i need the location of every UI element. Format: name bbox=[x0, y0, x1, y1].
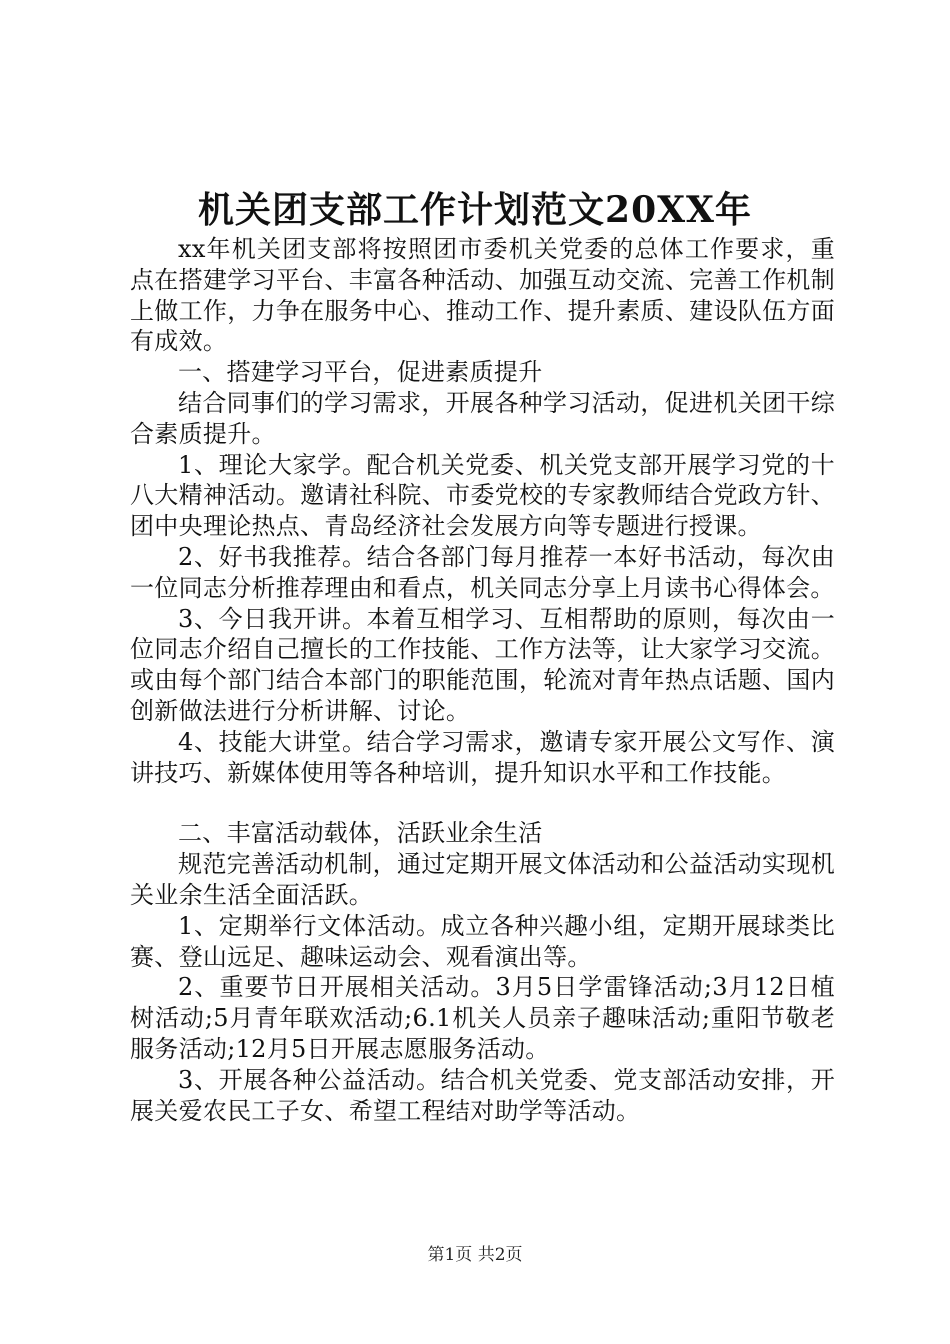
section-2-item-1: 1、定期举行文体活动。成立各种兴趣小组，定期开展球类比赛、登山远足、趣味运动会、观看演出等。 bbox=[130, 911, 835, 971]
page-footer: 第1页 共2页 bbox=[427, 1245, 523, 1265]
document-title: 机关团支部工作计划范文20XX年 bbox=[198, 189, 752, 231]
section-1-item-3: 3、今日我开讲。本着互相学习、互相帮助的原则，每次由一位同志介绍自己擅长的工作技能、工作方法等，让大家学习交流。或由每个部门结合本部门的职能范围，轮流对青年热点话题、国内创新做法进行分析讲解、讨论。 bbox=[130, 604, 835, 725]
section-2-item-2: 2、重要节日开展相关活动。3月5日学雷锋活动;3月12日植树活动;5月青年联欢活动;6.1机关人员亲子趣味活动;重阳节敬老服务活动;12月5日开展志愿服务活动。 bbox=[130, 973, 835, 1063]
section-heading-2: 二、丰富活动载体，活跃业余生活 bbox=[178, 819, 543, 848]
section-1-item-2: 2、好书我推荐。结合各部门每月推荐一本好书活动，每次由一位同志分析推荐理由和看点，机关同志分享上月读书心得体会。 bbox=[130, 542, 835, 602]
section-2-intro: 规范完善活动机制，通过定期开展文体活动和公益活动实现机关业余生活全面活跃。 bbox=[130, 850, 835, 909]
document-body bbox=[130, 234, 835, 1126]
section-heading-1: 一、搭建学习平台，促进素质提升 bbox=[178, 358, 543, 387]
section-2-item-3: 3、开展各种公益活动。结合机关党委、党支部活动安排，开展关爱农民工子女、希望工程结对助学等活动。 bbox=[130, 1065, 835, 1125]
intro-paragraph: xx年机关团支部将按照团市委机关党委的总体工作要求，重点在搭建学习平台、丰富各种活动、加强互动交流、完善工作机制上做工作，力争在服务中心、推动工作、提升素质、建设队伍方面有成效。 bbox=[130, 235, 835, 356]
section-1-intro: 结合同事们的学习需求，开展各种学习活动，促进机关团干综合素质提升。 bbox=[130, 388, 835, 448]
section-1-item-4: 4、技能大讲堂。结合学习需求，邀请专家开展公文写作、演讲技巧、新媒体使用等各种培训，提升知识水平和工作技能。 bbox=[130, 727, 835, 787]
section-1-item-1: 1、理论大家学。配合机关党委、机关党支部开展学习党的十八大精神活动。邀请社科院、市委党校的专家教师结合党政方针、团中央理论热点、青岛经济社会发展方向等专题进行授课。 bbox=[130, 450, 835, 541]
